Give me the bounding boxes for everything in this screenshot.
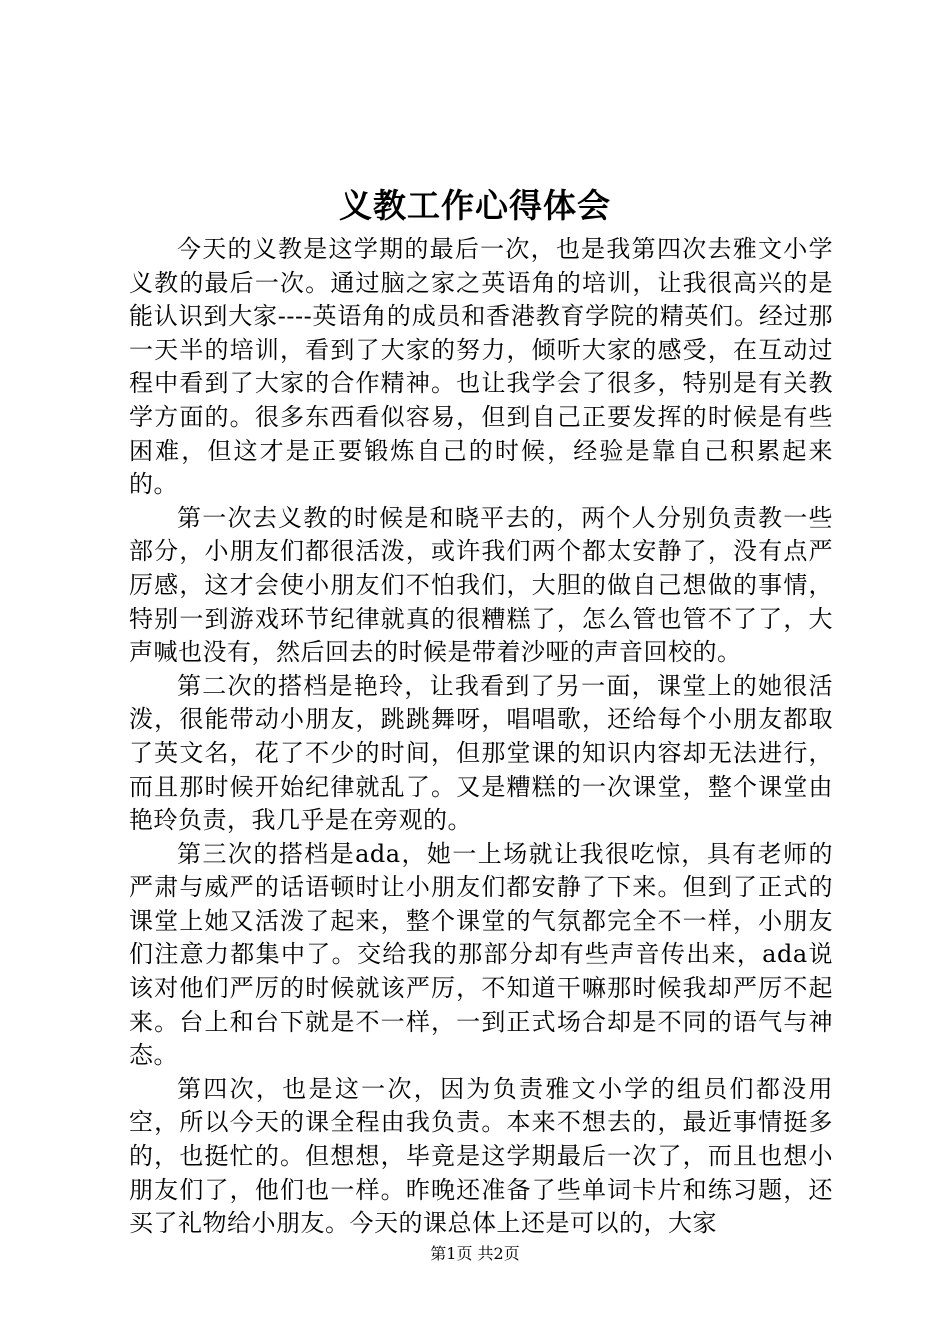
paragraph-1: 今天的义教是这学期的最后一次，也是我第四次去雅文小学义教的最后一次。通过脑之家之英语角的培训，让我很高兴的是能认识到大家----英语角的成员和香港教育学院的精英们。经过那一天半的培训，看到了大家的努力，倾听大家的感受，在互动过程中看到了大家的合作精神。也让我学会了很多，特别是有关教学方面的。很多东西看似容易，但到自己正要发挥的时候是有些困难，但这才是正要锻炼自己的时候，经验是靠自己积累起来的。	[129, 235, 833, 499]
paragraph-5: 第四次，也是这一次，因为负责雅文小学的组员们都没用空，所以今天的课全程由我负责。本来不想去的，最近事情挺多的，也挺忙的。但想想，毕竟是这学期最后一次了，而且也想小朋友们了，他们也一样。昨晚还准备了些单词卡片和练习题，还买了礼物给小朋友。今天的课总体上还是可以的，大家	[129, 1074, 833, 1238]
document-title: 义教工作心得体会	[339, 186, 611, 225]
page-number-footer: 第1页 共2页	[430, 1244, 520, 1263]
paragraph-3: 第二次的搭档是艳玲，让我看到了另一面，课堂上的她很活泼，很能带动小朋友，跳跳舞呀，唱唱歌，还给每个小朋友都取了英文名，花了不少的时间，但那堂课的知识内容却无法进行，而且那时候开始纪律就乱了。又是糟糕的一次课堂，整个课堂由艳玲负责，我几乎是在旁观的。	[129, 671, 833, 835]
paragraph-2: 第一次去义教的时候是和晓平去的，两个人分别负责教一些部分，小朋友们都很活泼，或许我们两个都太安静了，没有点严厉感，这才会使小朋友们不怕我们，大胆的做自己想做的事情，特别一到游戏环节纪律就真的很糟糕了，怎么管也管不了了，大声喊也没有，然后回去的时候是带着沙哑的声音回校的。	[129, 503, 833, 667]
paragraph-4: 第三次的搭档是ada，她一上场就让我很吃惊，具有老师的严肃与威严的话语顿时让小朋友们都安静了下来。但到了正式的课堂上她又活泼了起来，整个课堂的气氛都完全不一样，小朋友们注意力都集中了。交给我的那部分却有些声音传出来，ada说该对他们严厉的时候就该严厉，不知道干嘛那时候我却严厉不起来。台上和台下就是不一样，一到正式场合却是不同的语气与神态。	[129, 839, 833, 1070]
document-body	[129, 233, 833, 1241]
